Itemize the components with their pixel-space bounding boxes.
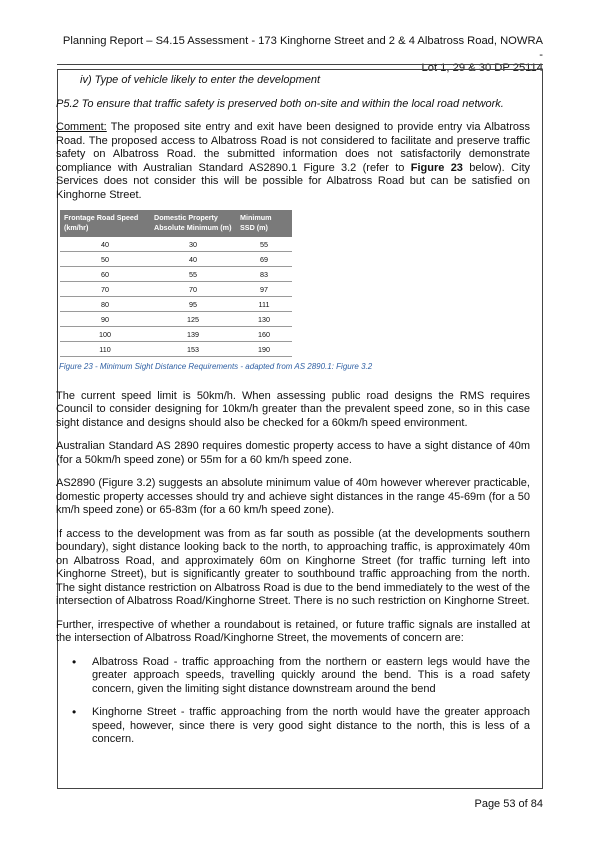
speed-limit-paragraph: The current speed limit is 50km/h. When assessing public road designs the RMS requires Council to consider designing for 10km/h greater than the prevalent speed zone, so in this case sight distance and designs should also be checked for a 60km/h speed environment. <box>56 389 530 429</box>
comment-text-a: The proposed site entry and exit have been designed to provide entry via Albatross Road. The proposed access to Albatross Road is not considered to facilitate and preserve traffic safety on Albatross Road. the submitted information does not satisfactorily demonstrate compliance with Australian Standard AS2890.1 Figure 3.2 (refer to <box>56 121 530 174</box>
table-cell: 153 <box>150 342 236 357</box>
spacer <box>56 374 530 390</box>
comment-label: Comment: <box>56 121 107 133</box>
table-cell: 30 <box>150 237 236 252</box>
table-cell: 60 <box>60 267 150 282</box>
table-cell: 160 <box>236 327 292 342</box>
table-cell: 40 <box>60 237 150 252</box>
table-cell: 111 <box>236 297 292 312</box>
table-cell: 190 <box>236 342 292 357</box>
table-row <box>60 342 292 357</box>
spacer <box>56 646 530 656</box>
table-row <box>60 297 292 312</box>
table-row <box>60 267 292 282</box>
table-row <box>60 252 292 267</box>
table-cell: 83 <box>236 267 292 282</box>
spacer <box>56 430 530 440</box>
figure-caption: Figure 23 - Minimum Sight Distance Requirements - adapted from AS 2890.1: Figure 3.2 <box>59 362 373 371</box>
sight-distance-table <box>60 210 292 357</box>
table-cell: 100 <box>60 327 150 342</box>
list-item-iv: iv) Type of vehicle likely to enter the development <box>80 74 321 86</box>
further-paragraph: Further, irrespective of whether a roundabout is retained, or future traffic signals are installed at the intersection of Albatross Road/Kinghorne Street, the movements of concern are: <box>56 618 530 644</box>
as2890-paragraph: Australian Standard AS 2890 requires domestic property access to have a sight distance of 40m (for a 50km/h speed zone) or 55m for a 60 km/h speed zone. <box>56 440 530 466</box>
table-row <box>60 312 292 327</box>
main-content <box>56 70 530 747</box>
concern-list <box>56 656 530 747</box>
spacer <box>56 467 530 477</box>
page-number: Page 53 of 84 <box>474 798 543 810</box>
list-item: • Kinghorne Street - traffic approaching from the north would have the greater approach speed, however, since there is very good sight distance to the north, this is less of a concern. <box>56 706 530 747</box>
comment-text-b: below). City Services does not consider this will be possible for Albatross Road but can be satisfied on Kinghorne Street. <box>56 161 530 201</box>
table-cell: 40 <box>150 252 236 267</box>
spacer <box>56 609 530 619</box>
table-cell: 69 <box>236 252 292 267</box>
comment-paragraph <box>56 121 530 202</box>
table-cell: 97 <box>236 282 292 297</box>
spacer <box>56 518 530 528</box>
table-cell: 70 <box>60 282 150 297</box>
figure-reference: Figure 23 <box>410 161 463 174</box>
figure-3-2-paragraph: AS2890 (Figure 3.2) suggests an absolute minimum value of 40m however wherever practicable, domestic property accesses should try and achieve sight distances in the range 45-69m (for a 50 km/h speed zone) or 65-83m (for a 60 km/h speed zone). <box>56 477 530 516</box>
header-title-line2: Lot 1, 29 & 30 DP 25114 <box>421 62 543 75</box>
table-header-cell: Domestic Property Absolute Minimum (m) <box>150 210 236 237</box>
table-header-cell: Minimum SSD (m) <box>236 210 292 237</box>
spacer <box>56 88 530 98</box>
table-cell: 80 <box>60 297 150 312</box>
header-divider <box>57 64 543 65</box>
access-paragraph: If access to the development was from as far south as possible (at the developments southern boundary), sight distance looking back to the north, to approaching traffic, is approximately 40m on Albatross Road, and approximately 60m on Kinghorne Street (for traffic turning left into Kinghorne Street), but is significantly greater to southbound traffic approaching from the north. The sight distance restriction on Albatross Road is due to the bend immediately to the west of the intersection of Albatross Road/Kinghorne Street. There is no such restriction on Kinghorne Street. <box>56 527 530 607</box>
spacer <box>56 111 530 121</box>
table-row <box>60 327 292 342</box>
table-cell: 139 <box>150 327 236 342</box>
list-item: • Albatross Road - traffic approaching from the northern or eastern legs would have the greater approach speeds, travelling quickly around the bend. This is a road safety concern, given the limiting sight distance downstream around the bend <box>56 656 530 697</box>
table-header-cell: Frontage Road Speed (km/hr) <box>60 210 150 237</box>
table-row <box>60 282 292 297</box>
table-header-row <box>60 210 292 237</box>
table-cell: 110 <box>60 342 150 357</box>
header-title-line1: Planning Report – S4.15 Assessment - 173 Kinghorne Street and 2 & 4 Albatross Road, NOWRA - <box>62 35 543 61</box>
table-cell: 70 <box>150 282 236 297</box>
table-cell: 55 <box>150 267 236 282</box>
table-cell: 95 <box>150 297 236 312</box>
table-cell: 125 <box>150 312 236 327</box>
table-cell: 130 <box>236 312 292 327</box>
table-cell: 55 <box>236 237 292 252</box>
table-row <box>60 237 292 252</box>
table-cell: 50 <box>60 252 150 267</box>
objective-p52: P5.2 To ensure that traffic safety is preserved both on-site and within the local road network. <box>56 97 504 110</box>
table-cell: 90 <box>60 312 150 327</box>
